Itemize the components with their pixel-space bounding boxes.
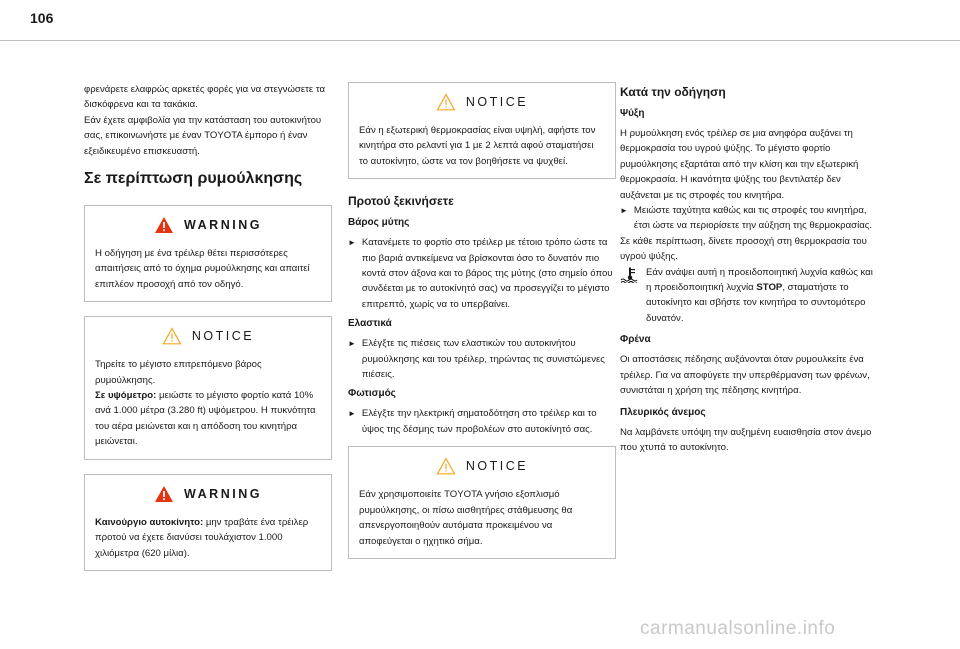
bullet-item (620, 203, 880, 234)
stop-label: STOP (756, 282, 783, 294)
watermark: carmanualsonline.info (640, 618, 836, 639)
paragraph: Η ρυμούλκηση ενός τρέιλερ σε μια ανηφόρα αυξάνει τη θερμοκρασία του υγρού ψύξης. Το μέγιστο φορτίο ρυμούλκησης εξαρτάται από την κλίση και την εξωτερική θερμοκρασία. Η ικανότητα ψύξης του βεντιλατέρ δεν αυξάνεται με τις στροφές του κινητήρα. (620, 128, 859, 201)
subheading: Φωτισμός (348, 388, 396, 400)
notice-header: NOTICE (465, 459, 529, 474)
notice-altitude (95, 388, 321, 450)
paragraph: Σε κάθε περίπτωση, δίνετε προσοχή στη θερμοκρασία του υγρού ψύξης. (620, 235, 867, 263)
notice-text: Εάν η εξωτερική θερμοκρασίας είναι υψηλή, αφήστε τον κινητήρα στο ρελαντί για 1 με 2 λεπτά αφού σταματήσει το αυτοκίνητο, ώστε να τον βοηθήσετε να ψυχθεί. (359, 125, 596, 167)
warning-icon (154, 216, 174, 234)
warning-box-2 (84, 474, 332, 571)
subheading: Πλευρικός άνεμος (620, 406, 706, 418)
warning-header: WARNING (184, 218, 262, 233)
warning-icon (154, 485, 174, 503)
subheading: Ελαστικά (348, 318, 392, 330)
bullet-text: Κατανέμετε το φορτίο στο τρέιλερ με τέτοιο τρόπο ώστε τα πιο βαριά αντικείμενα να βρίσκονται όσο το δυνατόν πιο κοντά στον άξονα και το βάρος της μύτης (στο σημείο όπου συνδέεται με το αυτοκίνητό σας) να προσεγγίζει το μέγιστο επιτρεπτό, χωρίς να το υπερβαίνει. (361, 237, 613, 310)
bullet-text: Μειώστε ταχύτητα καθώς και τις στροφές του κινητήρα, έτσι ώστε να περιορίσετε την αύξηση της θερμοκρασίας. (633, 205, 873, 232)
section-title: Σε περίπτωση ρυμούλκησης (84, 170, 303, 188)
bullet-item (348, 406, 616, 437)
coolant-warning (620, 265, 880, 327)
altitude-text: μειώστε το μέγιστο φορτίο κατά 10% ανά 1.000 μέτρα (3.280 ft) υψόμετρου. Η πυκνότητα του αέρα μειώνεται και η απόδοση του κινητήρα μειώνεται. (95, 390, 316, 448)
column-2 (348, 82, 616, 573)
notice-header: NOTICE (191, 329, 255, 344)
section-heading: Κατά την οδήγηση (620, 85, 726, 99)
notice-icon (436, 93, 456, 111)
subheading: Βάρος μύτης (348, 217, 410, 229)
column-3 (620, 82, 880, 455)
notice-box (348, 82, 616, 179)
bullet-item (348, 235, 616, 312)
section-heading: Προτού ξεκινήσετε (348, 194, 454, 209)
warning-text (95, 515, 321, 561)
intro-text: φρενάρετε ελαφρώς αρκετές φορές για να στεγνώσετε τα δισκόφρενα και τα τακάκια. Εάν έχετε αμφιβολία για την κατάσταση του αυτοκινήτου σας, επικοινωνήστε με έναν TOYOTA έμπορο ή έναν εξειδικευμένο επισκευαστή. (84, 84, 326, 157)
coolant-temperature-icon (620, 267, 640, 283)
header-rule (0, 40, 960, 41)
arrow-icon: ► (348, 238, 356, 248)
notice-box (84, 316, 332, 459)
new-car-label: Καινούργιο αυτοκίνητο: (95, 516, 204, 528)
paragraph: Οι αποστάσεις πέδησης αυξάνονται όταν ρυμουλκείτε ένα τρέιλερ. Για να αποφύγετε την υπερθέρμανση των φρένων, συνιστάται η χρήση της πέδησης κινητήρα. (620, 354, 870, 397)
lamp-text-end: , σταματήστε το αυτοκίνητο και σβήστε τον κινητήρα το συντομότερο δυνατόν. (646, 282, 866, 324)
notice-text: Εάν χρησιμοποιείτε TOYOTA γνήσιο εξοπλισμό ρυμούλκησης, οι πίσω αισθητήρες στάθμευσης θα απενεργοποιηθούν αυτόματα προκειμένου να αποφεύγεται ο ηχητικό σήμα. (359, 489, 573, 547)
new-car-text: μην τραβάτε ένα τρέιλερ προτού να έχετε διανύσει τουλάχιστον 1.000 χιλιόμετρα (620 μίλια). (95, 516, 309, 559)
notice-header: NOTICE (465, 95, 529, 109)
bullet-item (348, 336, 616, 382)
paragraph: Να λαμβάνετε υπόψη την αυξημένη ευαισθησία στον άνεμο που χτυπά το αυτοκίνητο. (620, 426, 872, 453)
warning-text: Η οδήγηση με ένα τρέιλερ θέτει περισσότερες απαιτήσεις από το όχημα ρυμούλκησης και απαιτεί επιπλέον προσοχή από τον οδηγό. (95, 248, 310, 290)
warning-header: WARNING (184, 486, 262, 501)
lamp-text: Εάν ανάψει αυτή η προειδοποιητική λυχνία καθώς και η προειδοποιητική λυχνία (646, 266, 873, 294)
notice-icon (436, 457, 456, 475)
column-1 (84, 82, 332, 585)
page-number: 106 (30, 10, 54, 26)
arrow-icon: ► (348, 409, 356, 419)
altitude-label: Σε υψόμετρο: (95, 390, 157, 402)
notice-text: Τηρείτε το μέγιστο επιτρεπόμενο βάρος ρυμούλκησης. (95, 359, 262, 386)
notice-box-2 (348, 446, 616, 559)
subheading: Ψύξη (620, 108, 645, 119)
bullet-text: Ελέγξτε την ηλεκτρική σηματοδότηση στο τρέιλερ και το ύψος της δέσμης των προβολέων στο αυτοκίνητό σας. (361, 408, 597, 435)
bullet-text: Ελέγξτε τις πιέσεις των ελαστικών του αυτοκινήτου ρυμούλκησης και του τρέιλερ, τηρώντας τις συνιστώμενες πιέσεις. (361, 338, 605, 381)
warning-box (84, 205, 332, 302)
arrow-icon: ► (348, 339, 356, 349)
arrow-icon: ► (620, 206, 628, 216)
notice-icon (162, 327, 182, 345)
subheading: Φρένα (620, 334, 651, 346)
